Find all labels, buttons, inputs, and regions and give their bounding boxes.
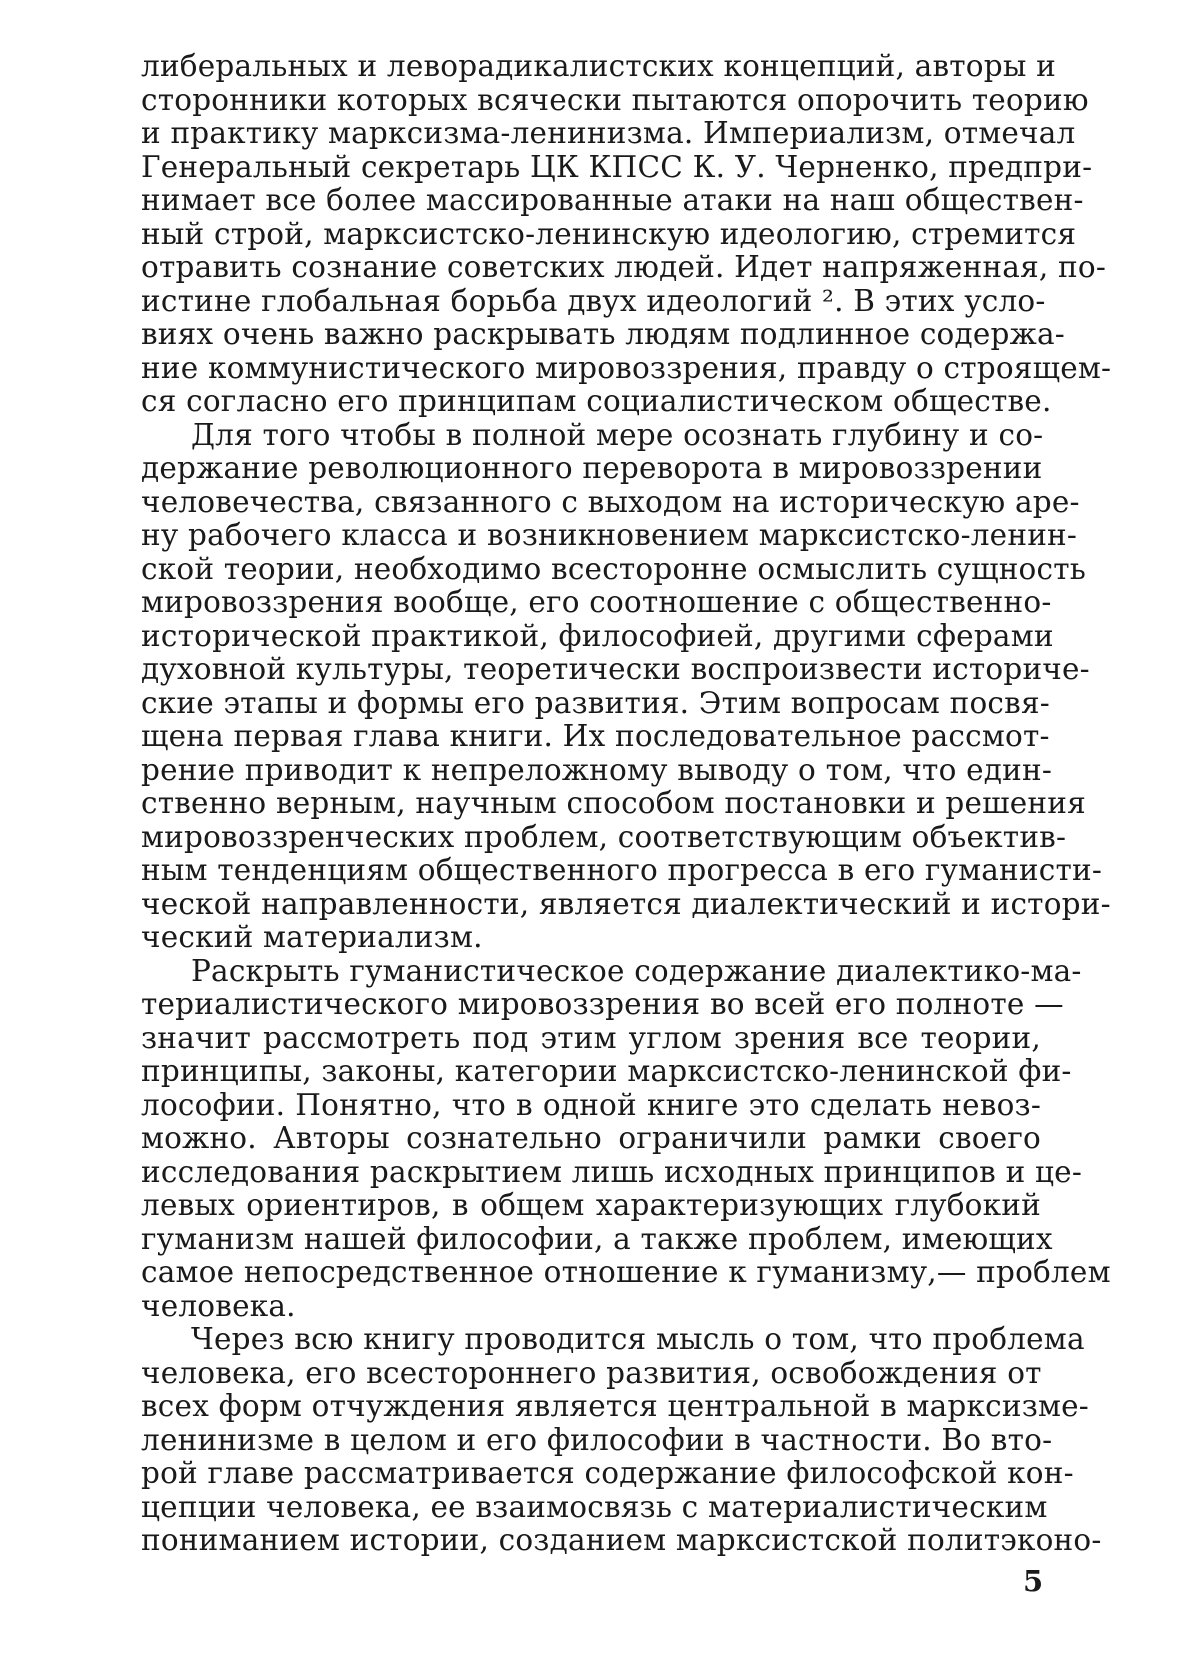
text-line: ный строй, марксистско-ленинскую идеологию, стремится: [141, 216, 1077, 251]
text-line: ческой направленности, является диалектический и истори-: [141, 886, 1111, 921]
text-line: Для того чтобы в полной мере осознать глубину и со-: [191, 417, 1044, 452]
text-line: левых ориентиров, в общем характеризующих глубокий: [141, 1188, 1041, 1222]
text-line: щена первая глава книги. Их последовательное рассмот-: [141, 719, 1050, 753]
text-line: Генеральный секретарь ЦК КПСС К. У. Черненко, предпри-: [141, 149, 1093, 184]
paragraph-3: [141, 953, 1111, 1324]
text-line: человека, его всестороннего развития, освобождения от: [141, 1355, 1042, 1390]
text-line: териалистического мировоззрения во всей его полноте —: [141, 987, 1064, 1021]
text-line: и практику марксизма-ленинизма. Империализм, отмечал: [141, 116, 1076, 150]
text-line: ленинизме в целом и его философии в частности. Во вто-: [141, 1422, 1053, 1457]
text-line: истине глобальная борьба двух идеологий ². В этих усло-: [141, 283, 1046, 318]
text-line: пониманием истории, созданием марксистской политэконо-: [141, 1523, 1102, 1557]
text-line: самое непосредственное отношение к гуманизму,— проблем: [141, 1255, 1111, 1289]
text-line: человека.: [141, 1288, 296, 1323]
text-line: ся согласно его принципам социалистическом обществе.: [141, 384, 1052, 418]
text-line: держание революционного переворота в мировоззрении: [141, 451, 1043, 485]
text-line: исторической практикой, философией, другими сферами: [141, 618, 1054, 653]
text-line: рение приводит к непреложному выводу о том, что един-: [141, 752, 1053, 787]
text-line: всех форм отчуждения является центральной в марксизме-: [141, 1389, 1089, 1423]
text-line: мировоззренческих проблем, соответствующим объектив-: [141, 819, 1067, 854]
text-line: нимает все более массированные атаки на наш обществен-: [141, 183, 1084, 217]
text-line: сторонники которых всячески пытаются опорочить теорию: [141, 82, 1089, 117]
text-line: лософии. Понятно, что в одной книге это сделать невоз-: [141, 1087, 1041, 1122]
body-text: [141, 49, 1112, 1558]
text-line: духовной культуры, теоретически воспроизвести историче-: [141, 652, 1090, 686]
text-line: гуманизм нашей философии, а также проблем, имеющих: [141, 1221, 1053, 1256]
text-line: мировоззрения вообще, его соотношение с общественно-: [141, 585, 1052, 619]
text-line: Через всю книгу проводится мысль о том, что проблема: [191, 1322, 1085, 1356]
text-line: ным тенденциям общественного прогресса в его гуманисти-: [141, 853, 1103, 887]
text-line: отравить сознание советских людей. Идет напряженная, по-: [141, 250, 1107, 284]
text-line: ческий материализм.: [141, 920, 483, 954]
text-line: рой главе рассматривается содержание философской кон-: [141, 1456, 1074, 1490]
text-line: ну рабочего класса и возникновением марксистско-ленин-: [141, 518, 1078, 552]
text-line: ские этапы и формы его развития. Этим вопросам посвя-: [141, 685, 1050, 720]
text-line: человечества, связанного с выходом на историческую аре-: [141, 484, 1080, 519]
paragraph-2: [141, 417, 1111, 955]
text-line: виях очень важно раскрывать людям подлинное содержа-: [141, 317, 1065, 351]
paragraph-4: [141, 1322, 1102, 1558]
text-line: можно. Авторы сознательно ограничили рамки своего: [141, 1121, 1041, 1155]
text-line: ской теории, необходимо всесторонне осмыслить сущность: [141, 551, 1087, 586]
text-line: значит рассмотреть под этим углом зрения все теории,: [141, 1020, 1041, 1055]
text-line: цепции человека, ее взаимосвязь с материалистическим: [141, 1489, 1048, 1524]
text-line: исследования раскрытием лишь исходных принципов и це-: [141, 1154, 1083, 1189]
text-line: либеральных и леворадикалистских концепций, авторы и: [141, 49, 1056, 83]
text-line: принципы, законы, категории марксистско-ленинской фи-: [141, 1054, 1072, 1088]
text-line: ственно верным, научным способом постановки и решения: [141, 786, 1086, 820]
text-line: ние коммунистического мировоззрения, правду о строящем-: [141, 350, 1112, 385]
paragraph-1: [141, 49, 1112, 419]
page-number: 5: [1023, 1564, 1044, 1598]
text-line: Раскрыть гуманистическое содержание диалектико-ма-: [191, 953, 1082, 988]
